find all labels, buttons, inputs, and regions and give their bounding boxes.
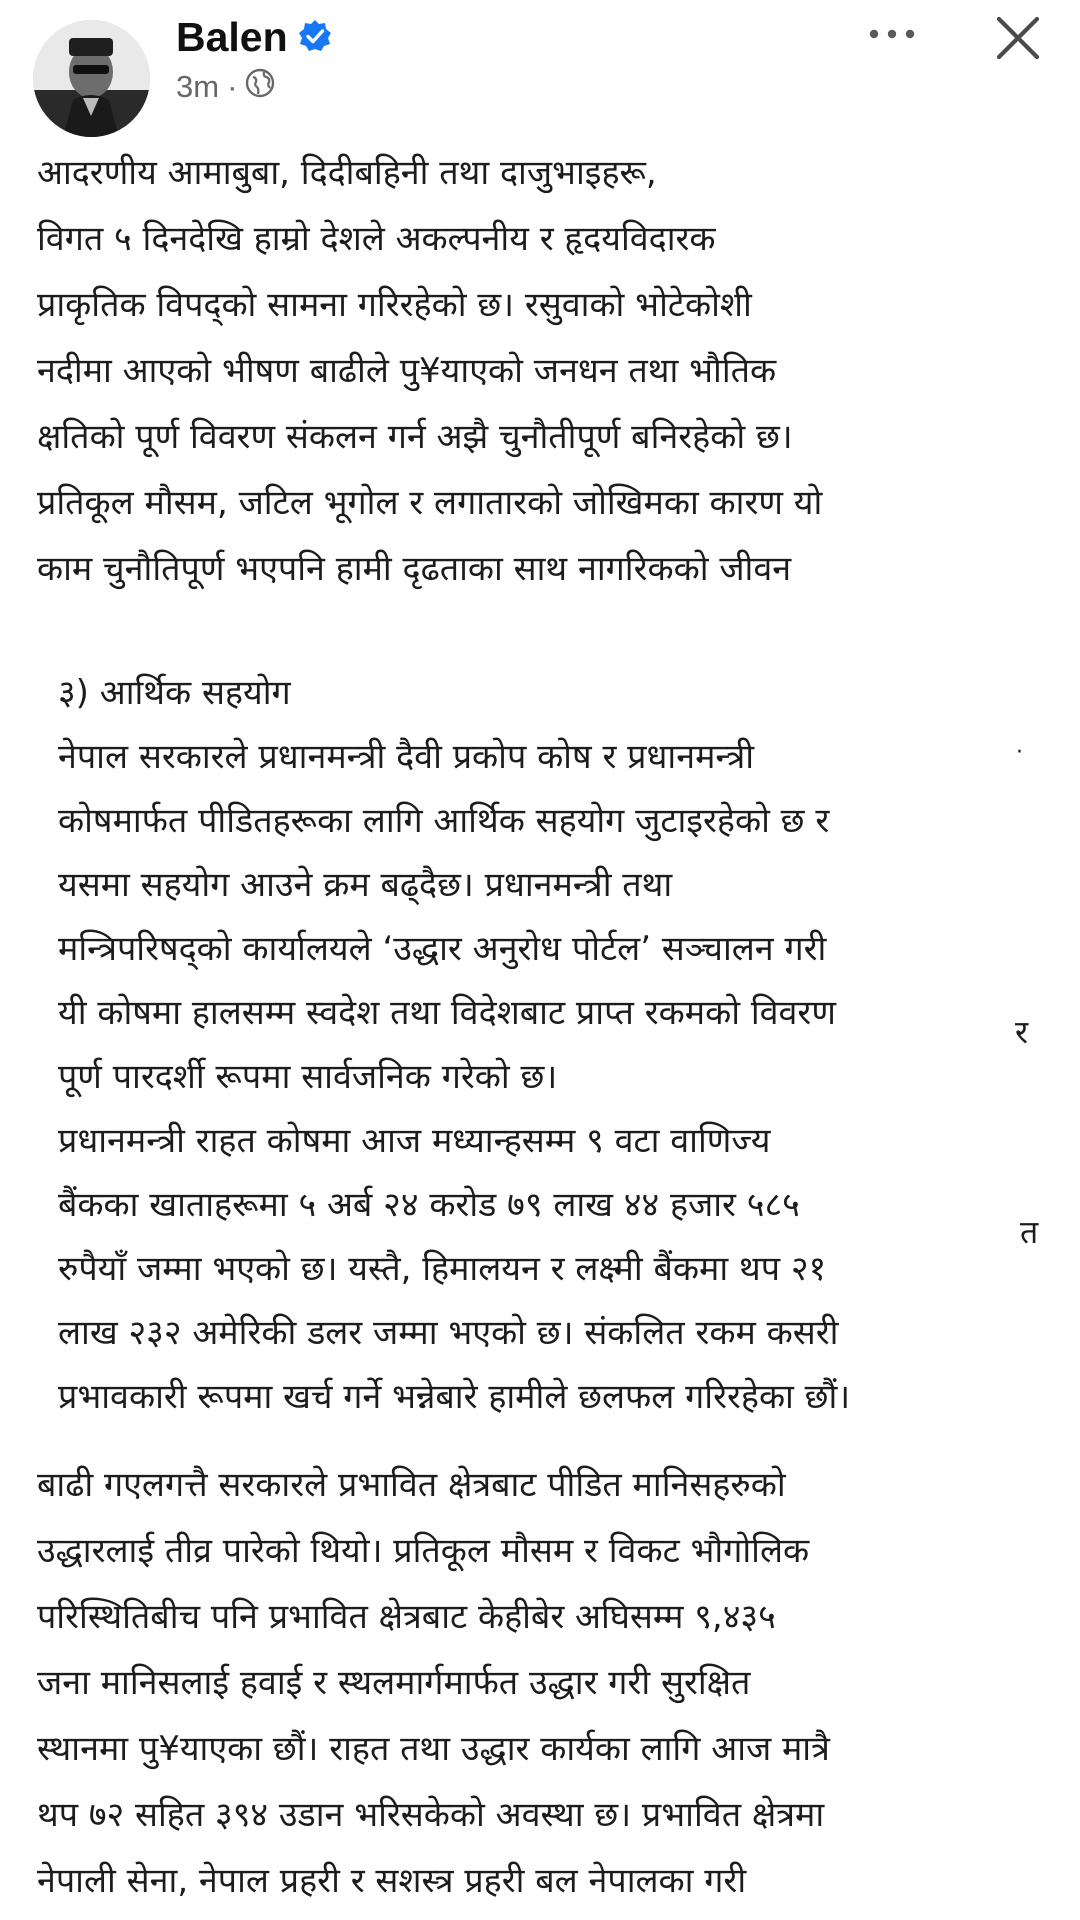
rescue-line: जना मानिसलाई हवाई र स्थलमार्गमार्फत उद्धार गरी सुरक्षित xyxy=(37,1663,751,1703)
post-time[interactable]: 3m xyxy=(176,69,220,104)
section-line: मन्त्रिपरिषद्को कार्यालयले ‘उद्धार अनुरोध पोर्टल’ सञ्चालन गरी xyxy=(58,929,827,969)
rescue-line: परिस्थितिबीच पनि प्रभावित क्षेत्रबाट केहीबेर अघिसम्म ९,४३५ xyxy=(37,1597,776,1637)
intro-line: क्षतिको पूर्ण विवरण संकलन गर्न अझै चुनौतीपूर्ण बनिरहेको छ। xyxy=(37,417,793,457)
section-line: प्रभावकारी रूपमा खर्च गर्ने भन्नेबारे हामीले छलफल गरिरहेका छौं। xyxy=(58,1377,851,1417)
section-line: यसमा सहयोग आउने क्रम बढ्दैछ। प्रधानमन्त्री तथा xyxy=(58,865,673,905)
stray-mark: र xyxy=(1015,1013,1029,1051)
intro-line: आदरणीय आमाबुबा, दिदीबहिनी तथा दाजुभाइहरू, xyxy=(37,153,657,193)
rescue-line: बाढी गएलगत्तै सरकारले प्रभावित क्षेत्रबाट पीडित मानिसहरुको xyxy=(37,1465,786,1505)
stray-mark: त xyxy=(1020,1213,1039,1251)
rescue-line: उद्धारलाई तीव्र पारेको थियो। प्रतिकूल मौसम र विकट भौगोलिक xyxy=(37,1531,810,1571)
intro-line: विगत ५ दिनदेखि हाम्रो देशले अकल्पनीय र हृदयविदारक xyxy=(37,219,716,259)
rescue-line: नेपाली सेना, नेपाल प्रहरी र सशस्त्र प्रहरी बल नेपालका गरी xyxy=(37,1861,747,1901)
author-name[interactable]: Balen xyxy=(176,14,288,60)
rescue-line: स्थानमा पु¥याएका छौं। राहत तथा उद्धार कार्यका लागि आज मात्रै xyxy=(37,1729,830,1769)
section-line: नेपाल सरकारले प्रधानमन्त्री दैवी प्रकोप कोष र प्रधानमन्त्री xyxy=(58,737,755,777)
section-line: रुपैयाँ जम्मा भएको छ। यस्तै, हिमालयन र लक्ष्मी बैंकमा थप २१ xyxy=(58,1249,827,1289)
intro-line: नदीमा आएको भीषण बाढीले पु¥याएको जनधन तथा भौतिक xyxy=(37,351,777,391)
section-line: कोषमार्फत पीडितहरूका लागि आर्थिक सहयोग जुटाइरहेको छ र xyxy=(58,801,830,841)
rescue-line: थप ७२ सहित ३९४ उडान भरिसकेको अवस्था छ। प्रभावित क्षेत्रमा xyxy=(37,1795,825,1835)
section-heading: ३) आर्थिक सहयोग xyxy=(58,673,291,713)
section-line: लाख २३२ अमेरिकी डलर जम्मा भएको छ। संकलित रकम कसरी xyxy=(58,1313,839,1353)
intro-line: काम चुनौतिपूर्ण भएपनि हामी दृढताका साथ नागरिकको जीवन xyxy=(37,549,792,589)
section-line: यी कोषमा हालसम्म स्वदेश तथा विदेशबाट प्राप्त रकमको विवरण xyxy=(58,993,836,1033)
section-line: पूर्ण पारदर्शी रूपमा सार्वजनिक गरेको छ। xyxy=(58,1057,558,1097)
section-line: बैंकका खाताहरूमा ५ अर्ब २४ करोड ७९ लाख ४४ हजार ५८५ xyxy=(58,1185,800,1225)
intro-line: प्रतिकूल मौसम, जटिल भूगोल र लगातारको जोखिमका कारण यो xyxy=(37,483,823,523)
meta-separator: · xyxy=(227,69,238,104)
intro-line: प्राकृतिक विपद्को सामना गरिरहेको छ। रसुवाको भोटेकोशी xyxy=(37,285,752,325)
section-line: प्रधानमन्त्री राहत कोषमा आज मध्यान्हसम्म ९ वटा वाणिज्य xyxy=(58,1121,771,1161)
stray-mark: · xyxy=(1016,740,1023,765)
